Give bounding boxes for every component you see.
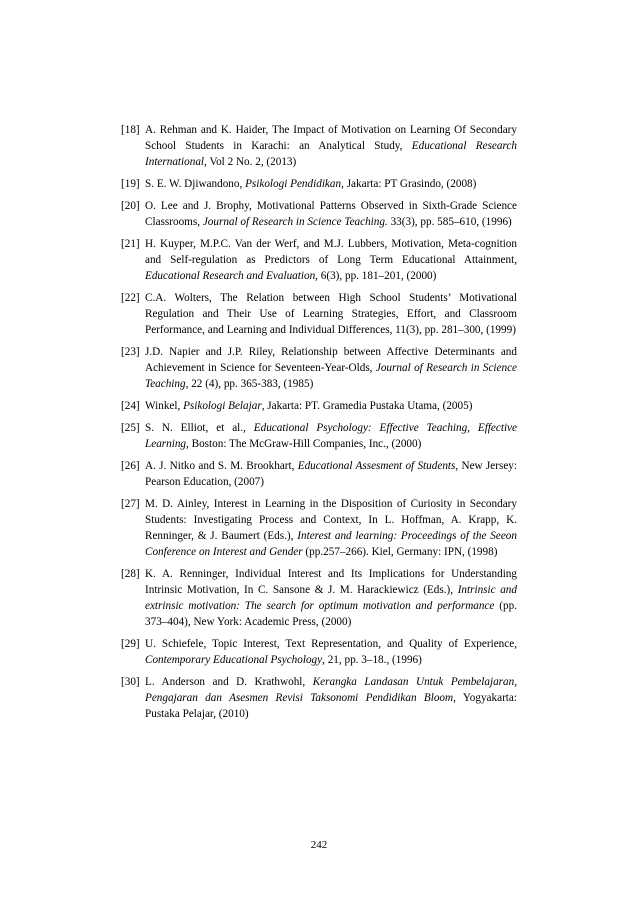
reference-text [145,676,517,720]
reference-item [121,198,517,230]
reference-text-segment: A. Rehman and K. Haider, The Impact of Motivation on Learning Of Secondary School Students in Karachi: an Analytical Study, [145,124,517,152]
reference-item [121,176,517,192]
reference-text-segment: (pp.257–266). Kiel, Germany: IPN, (1998) [302,546,498,558]
reference-text-segment: , Vol 2 No. 2, (2013) [204,156,297,168]
reference-text-segment: (pp. 373–404), New York: Academic Press, (2000) [145,600,517,628]
reference-text [145,400,472,412]
reference-item [121,566,517,630]
reference-title-italic: Journal of Research in Science Teaching. [202,216,388,228]
reference-number: [27] [121,498,140,510]
reference-item [121,398,517,414]
reference-title-italic: Journal of Research in Science Teaching [145,362,518,390]
reference-text-segment: C.A. Wolters, The Relation between High School Students’ Motivational Regulation and Their Use of Learning Strategies, Effort, and Classroom Performance, and Learning and Individual Differences, 11(3), pp. 281–300, (1999) [145,292,517,336]
reference-number: [24] [121,400,140,412]
reference-number: [18] [121,124,140,136]
reference-text-segment: S. E. W. Djiwandono, [145,178,246,190]
reference-text-segment: , Yogyakarta: Pustaka Pelajar, (2010) [145,692,517,720]
reference-text-segment: , Jakarta: PT Grasindo, (2008) [341,178,477,190]
reference-text-segment: M. D. Ainley, Interest in Learning in the Disposition of Curiosity in Secondary Students: Investigating Process and Context, In L. Hoffman, A. Krapp, K. Renninger, & J. Baumert (Eds.), [145,498,517,542]
reference-title-italic: Educational Psychology: Effective Teaching, Effective Learning, [145,422,517,450]
reference-text-segment: 33(3), pp. 585–610, (1996) [387,216,512,228]
reference-title-italic: Educational Research and Evaluation [145,270,316,282]
reference-text [145,568,517,628]
reference-text-segment: J.D. Napier and J.P. Riley, Relationship between Affective Determinants and Achievement in Science for Seventeen-Year-Olds, [145,346,517,374]
reference-number: [28] [121,568,140,580]
reference-number: [21] [121,238,140,250]
reference-text [145,460,517,488]
reference-text-segment: H. Kuyper, M.P.C. Van der Werf, and M.J. Lubbers, Motivation, Meta-cognition and Self-regulation as Predictors of Long Term Educational Attainment, [145,238,517,266]
reference-number: [30] [121,676,140,688]
reference-text-segment: K. A. Renninger, Individual Interest and Its Implications for Understanding Intrinsic Motivation, In C. Sansone & J. M. Harackiewicz (Eds.), [145,568,517,596]
reference-title-italic: Contemporary Educational Psychology [145,654,323,666]
reference-title-italic: Psikologi Belajar [183,400,262,412]
reference-title-italic: Psikologi Pendidikan [245,178,342,190]
reference-text-segment: , 21, pp. 3–18., (1996) [322,654,422,666]
reference-item [121,236,517,284]
reference-text-segment: , 22 (4), pp. 365-383, (1985) [185,378,314,390]
reference-title-italic: Intrinsic and extrinsic motivation: The search for optimum motivation and performance [145,584,517,612]
reference-item [121,636,517,668]
reference-item [121,420,517,452]
reference-text [145,346,517,390]
reference-number: [26] [121,460,140,472]
reference-number: [25] [121,422,140,434]
reference-text-segment: L. Anderson and D. Krathwohl, [145,676,313,688]
reference-text-segment: , New Jersey: Pearson Education, (2007) [145,460,517,488]
reference-text [145,638,517,666]
reference-text [145,422,517,450]
page-number: 242 [310,839,328,851]
reference-number: [29] [121,638,140,650]
reference-text-segment: Winkel, [145,400,184,412]
reference-title-italic: Educational Assesment of Students [297,460,456,472]
reference-number: [19] [121,178,140,190]
reference-text [145,124,517,168]
reference-text-segment: O. Lee and J. Brophy, Motivational Patterns Observed in Sixth-Grade Science Classrooms, [145,200,517,228]
reference-text-segment: Boston: The McGraw-Hill Companies, Inc., (2000) [188,438,422,450]
reference-text-segment: S. N. Elliot, et al., [145,422,254,434]
reference-title-italic: Kerangka Landasan Untuk Pembelajaran, Pengajaran dan Asesmen Revisi Taksonomi Pendidikan Bloom [145,676,518,704]
reference-item [121,122,517,170]
reference-text [145,498,517,558]
reference-item [121,344,517,392]
reference-number: [23] [121,346,140,358]
reference-text [145,238,517,282]
reference-text-segment: , Jakarta: PT. Gramedia Pustaka Utama, (2005) [261,400,473,412]
reference-item [121,458,517,490]
reference-list [121,122,517,728]
reference-text [145,178,476,190]
reference-item [121,674,517,722]
reference-text [145,200,517,228]
reference-title-italic: Educational Research International [145,140,517,168]
reference-text-segment: U. Schiefele, Topic Interest, Text Representation, and Quality of Experience, [145,638,517,650]
reference-text-segment: , 6(3), pp. 181–201, (2000) [315,270,437,282]
reference-title-italic: Interest and learning: Proceedings of the Seeon Conference on Interest and Gender [145,530,517,558]
reference-text-segment: A. J. Nitko and S. M. Brookhart, [145,460,298,472]
reference-item [121,496,517,560]
reference-item [121,290,517,338]
reference-number: [20] [121,200,140,212]
reference-text [145,292,517,336]
reference-number: [22] [121,292,140,304]
